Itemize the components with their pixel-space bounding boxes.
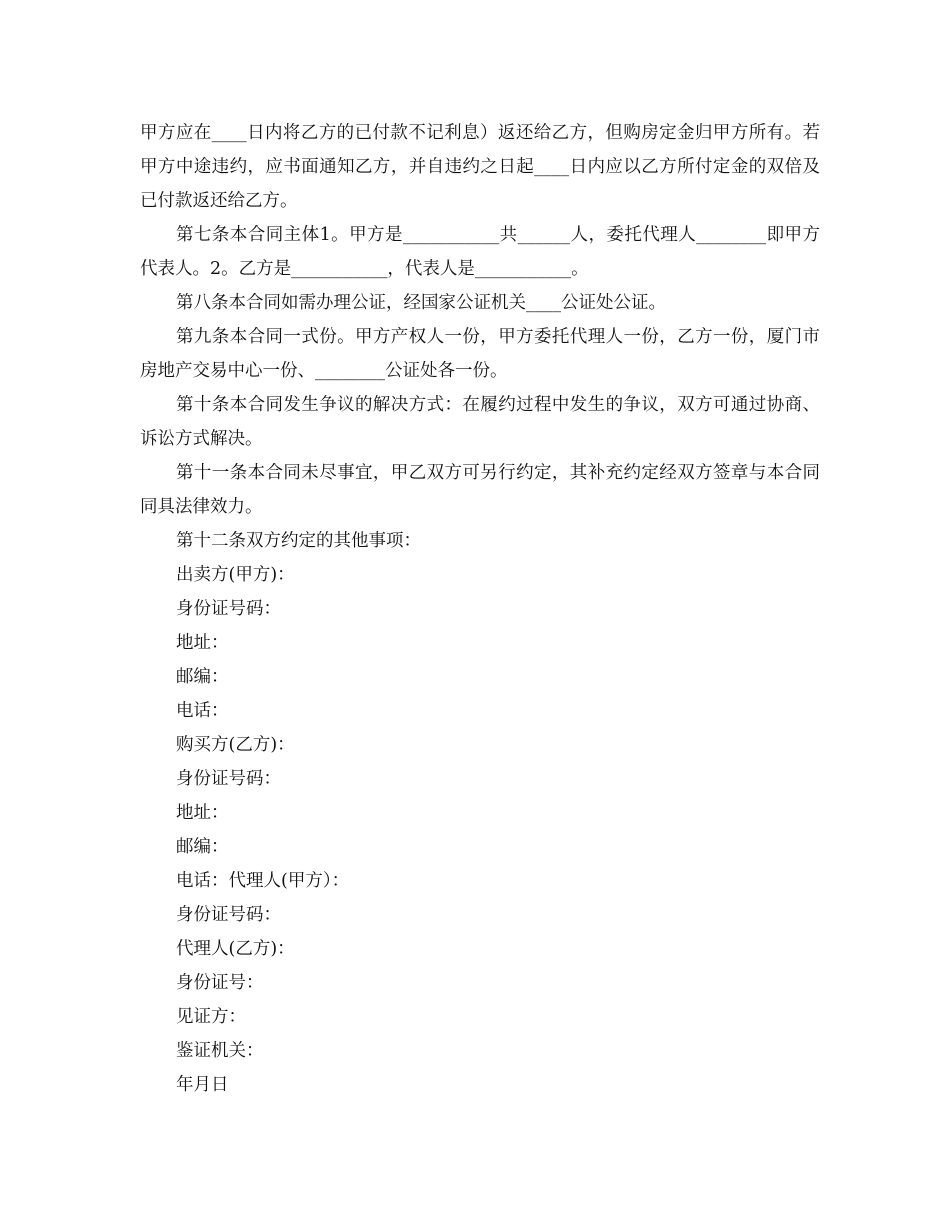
buyer-id-number-label: 身份证号码：	[176, 769, 281, 789]
signature-block	[140, 558, 820, 1102]
buyer-address-label: 地址：	[176, 803, 229, 823]
date-label: 年月日	[176, 1075, 229, 1095]
paragraph-refund-clause: 甲方应在____日内将乙方的已付款不记利息）返还给乙方，但购房定金归甲方所有。若甲方中途违约，应书面通知乙方，并自违约之日起____日内应以乙方所付定金的双倍及已付款返还给乙方。	[140, 123, 820, 211]
agent-a-id-number-label: 身份证号码：	[176, 905, 281, 925]
seller-address-label: 地址：	[176, 633, 229, 653]
paragraph-article-12: 第十二条双方约定的其他事项：	[176, 531, 421, 551]
document-body	[140, 116, 820, 1102]
paragraph-article-9: 第九条本合同一式份。甲方产权人一份，甲方委托代理人一份，乙方一份，厦门市房地产交易中心一份、________公证处各一份。	[140, 327, 820, 381]
paragraph-article-11: 第十一条本合同未尽事宜，甲乙双方可另行约定，其补充约定经双方签章与本合同同具法律效力。	[140, 463, 820, 517]
buyer-phone-and-agent-a-label: 电话：代理人(甲方）：	[176, 871, 350, 891]
paragraph-article-7: 第七条本合同主体1。甲方是___________共______人，委托代理人________即甲方代表人。2。乙方是___________，代表人是___________。	[140, 225, 820, 279]
paragraph-article-10: 第十条本合同发生争议的解决方式：在履约过程中发生的争议，双方可通过协商、诉讼方式解决。	[140, 395, 820, 449]
witness-label: 见证方：	[176, 1007, 246, 1027]
buyer-label: 购买方(乙方)：	[176, 735, 295, 755]
buyer-postcode-label: 邮编：	[176, 837, 229, 857]
authentication-authority-label: 鉴证机关：	[176, 1041, 264, 1061]
seller-postcode-label: 邮编：	[176, 667, 229, 687]
seller-label: 出卖方(甲方)：	[176, 565, 295, 585]
seller-id-number-label: 身份证号码：	[176, 599, 281, 619]
agent-b-id-number-label: 身份证号：	[176, 973, 264, 993]
agent-b-label: 代理人(乙方)：	[176, 939, 295, 959]
paragraph-article-8: 第八条本合同如需办理公证，经国家公证机关____公证处公证。	[176, 293, 666, 313]
seller-phone-label: 电话：	[176, 701, 229, 721]
